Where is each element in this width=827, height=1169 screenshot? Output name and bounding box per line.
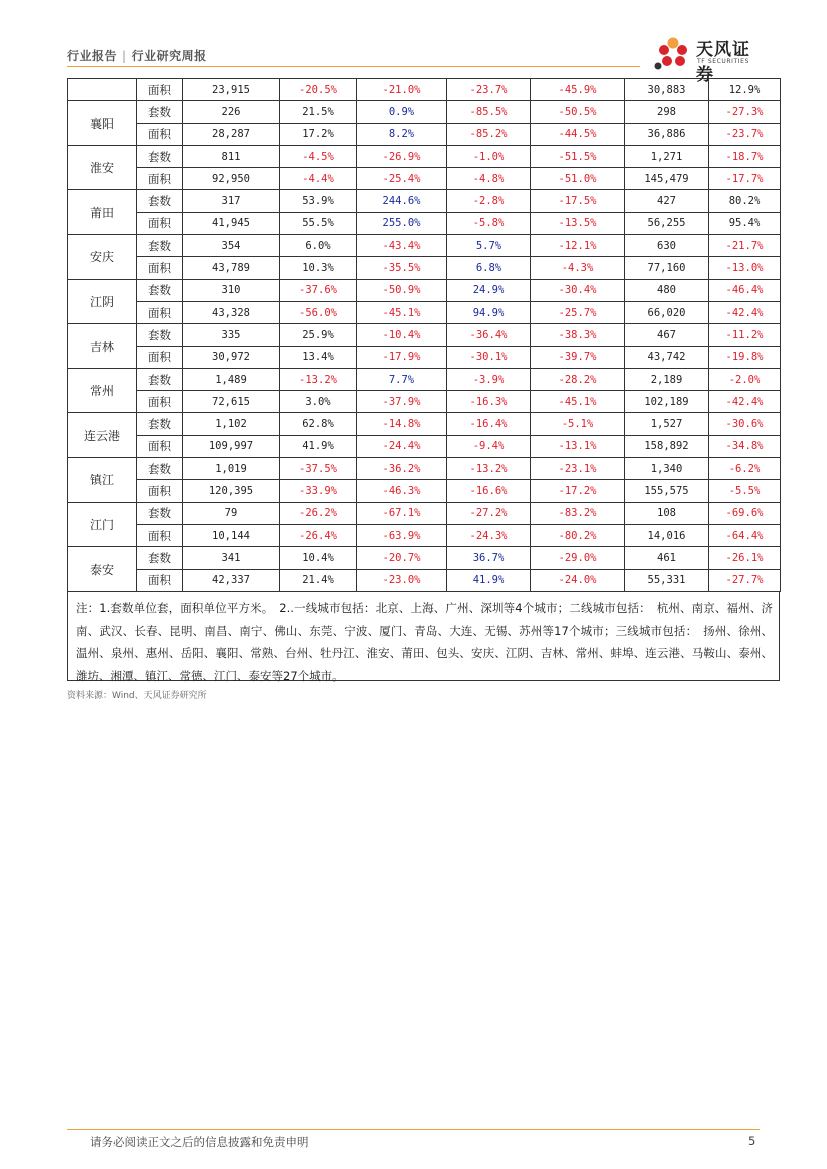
table-row [68,480,781,502]
value-cell: 158,892 [625,435,709,457]
value-cell: -35.5% [357,257,447,279]
value-cell: 43,328 [183,301,280,323]
value-cell: 12.9% [709,79,781,101]
value-cell: 94.9% [447,301,531,323]
metric-cell: 面积 [137,168,183,190]
table-row [68,123,781,145]
value-cell: -45.1% [357,301,447,323]
value-cell: 42,337 [183,569,280,591]
value-cell: -23.7% [709,123,781,145]
value-cell: -25.7% [531,301,625,323]
value-cell: -33.9% [280,480,357,502]
value-cell: 23,915 [183,79,280,101]
table-row [68,413,781,435]
value-cell: -27.7% [709,569,781,591]
table-row [68,212,781,234]
metric-cell: 套数 [137,235,183,257]
value-cell: -51.0% [531,168,625,190]
value-cell: -26.4% [280,524,357,546]
value-cell: 3.0% [280,391,357,413]
value-cell: 7.7% [357,368,447,390]
table-row [68,235,781,257]
value-cell: -26.2% [280,502,357,524]
value-cell: 43,742 [625,346,709,368]
metric-cell: 面积 [137,257,183,279]
value-cell: 25.9% [280,324,357,346]
metric-cell: 面积 [137,79,183,101]
value-cell: 55.5% [280,212,357,234]
value-cell: -19.8% [709,346,781,368]
value-cell: -28.2% [531,368,625,390]
value-cell: -36.4% [447,324,531,346]
value-cell: 1,340 [625,458,709,480]
table-row [68,502,781,524]
value-cell: 6.0% [280,235,357,257]
city-cell: 安庆 [68,235,137,280]
city-cell [68,79,137,101]
value-cell: 36.7% [447,547,531,569]
value-cell: 21.4% [280,569,357,591]
value-cell: -56.0% [280,301,357,323]
city-cell: 淮安 [68,145,137,190]
metric-cell: 套数 [137,458,183,480]
value-cell: -37.5% [280,458,357,480]
metric-cell: 套数 [137,101,183,123]
value-cell: -21.0% [357,79,447,101]
value-cell: -6.2% [709,458,781,480]
value-cell: 255.0% [357,212,447,234]
value-cell: -42.4% [709,301,781,323]
value-cell: -83.2% [531,502,625,524]
value-cell: 10,144 [183,524,280,546]
value-cell: 21.5% [280,101,357,123]
value-cell: -16.4% [447,413,531,435]
flower-logo-icon [652,30,694,72]
value-cell: -5.5% [709,480,781,502]
value-cell: -13.1% [531,435,625,457]
value-cell: -26.9% [357,145,447,167]
value-cell: -30.1% [447,346,531,368]
value-cell: 244.6% [357,190,447,212]
value-cell: -23.1% [531,458,625,480]
table-row [68,368,781,390]
value-cell: 461 [625,547,709,569]
value-cell: -24.4% [357,435,447,457]
table-row [68,79,781,101]
metric-cell: 面积 [137,435,183,457]
value-cell: -18.7% [709,145,781,167]
table-row [68,458,781,480]
value-cell: -1.0% [447,145,531,167]
value-cell: 53.9% [280,190,357,212]
value-cell: -13.0% [709,257,781,279]
value-cell: -4.3% [531,257,625,279]
value-cell: -46.4% [709,279,781,301]
value-cell: -37.6% [280,279,357,301]
value-cell: -51.5% [531,145,625,167]
table-row [68,145,781,167]
value-cell: 66,020 [625,301,709,323]
value-cell: -14.8% [357,413,447,435]
value-cell: 0.9% [357,101,447,123]
table-row [68,324,781,346]
value-cell: 811 [183,145,280,167]
value-cell: -2.0% [709,368,781,390]
value-cell: 1,102 [183,413,280,435]
city-cell: 常州 [68,368,137,413]
value-cell: 5.7% [447,235,531,257]
metric-cell: 套数 [137,368,183,390]
value-cell: 630 [625,235,709,257]
value-cell: -50.5% [531,101,625,123]
value-cell: 95.4% [709,212,781,234]
value-cell: -16.6% [447,480,531,502]
table-body [68,79,781,592]
value-cell: 120,395 [183,480,280,502]
value-cell: 480 [625,279,709,301]
value-cell: -26.1% [709,547,781,569]
logo-subtitle: TF SECURITIES [697,58,749,65]
table-row [68,101,781,123]
header-separator: | [122,49,127,63]
value-cell: 298 [625,101,709,123]
value-cell: 41.9% [447,569,531,591]
value-cell: 13.4% [280,346,357,368]
value-cell: -23.7% [447,79,531,101]
value-cell: -43.4% [357,235,447,257]
value-cell: 317 [183,190,280,212]
value-cell: -29.0% [531,547,625,569]
value-cell: -9.4% [447,435,531,457]
value-cell: -11.2% [709,324,781,346]
value-cell: -46.3% [357,480,447,502]
footer-rule [67,1129,760,1130]
header-rule [67,66,640,67]
value-cell: 43,789 [183,257,280,279]
value-cell: 30,883 [625,79,709,101]
table-notes: 注：1.套数单位套，面积单位平方米。 2..一线城市包括：北京、上海、广州、深圳等4个城市；二线城市包括： 杭州、南京、福州、济南、武汉、长春、昆明、南昌、南宁、佛山、东莞、宁波、厦门、青岛、大连、无锡、苏州等17个城市；三线城市包括： 扬州、徐州、温州、泉州、惠州、岳阳、襄阳、常熟、台州、牡丹江、淮安、莆田、包头、安庆、江阴、吉林、常州、蚌埠、连云港、马鞍山、泰州、潍坊、湘潭、镇江、常德、江门、泰安等27个城市。 [67,592,780,681]
value-cell: 1,489 [183,368,280,390]
value-cell: -64.4% [709,524,781,546]
value-cell: 310 [183,279,280,301]
value-cell: -4.5% [280,145,357,167]
value-cell: -10.4% [357,324,447,346]
value-cell: -2.8% [447,190,531,212]
value-cell: -30.4% [531,279,625,301]
metric-cell: 套数 [137,502,183,524]
metric-cell: 套数 [137,324,183,346]
value-cell: -13.2% [447,458,531,480]
value-cell: -45.1% [531,391,625,413]
value-cell: 79 [183,502,280,524]
page-number: 5 [748,1134,756,1148]
value-cell: 109,997 [183,435,280,457]
metric-cell: 套数 [137,547,183,569]
report-header [67,47,207,64]
value-cell: -24.0% [531,569,625,591]
value-cell: -27.2% [447,502,531,524]
value-cell: -5.1% [531,413,625,435]
table-row [68,279,781,301]
value-cell: 467 [625,324,709,346]
value-cell: 341 [183,547,280,569]
value-cell: 354 [183,235,280,257]
city-cell: 泰安 [68,547,137,592]
value-cell: -20.7% [357,547,447,569]
value-cell: 77,160 [625,257,709,279]
value-cell: -13.5% [531,212,625,234]
value-cell: -38.3% [531,324,625,346]
value-cell: 335 [183,324,280,346]
value-cell: -80.2% [531,524,625,546]
city-cell: 莆田 [68,190,137,235]
value-cell: 8.2% [357,123,447,145]
value-cell: -39.7% [531,346,625,368]
city-cell: 江阴 [68,279,137,324]
value-cell: 30,972 [183,346,280,368]
table-row [68,190,781,212]
value-cell: -27.3% [709,101,781,123]
table-row [68,168,781,190]
value-cell: 102,189 [625,391,709,413]
city-cell: 连云港 [68,413,137,458]
value-cell: -17.2% [531,480,625,502]
table-row [68,301,781,323]
value-cell: -50.9% [357,279,447,301]
value-cell: -42.4% [709,391,781,413]
metric-cell: 套数 [137,145,183,167]
value-cell: -25.4% [357,168,447,190]
value-cell: 55,331 [625,569,709,591]
value-cell: -17.9% [357,346,447,368]
value-cell: 17.2% [280,123,357,145]
data-source: 资料来源：Wind、天风证券研究所 [67,691,207,701]
value-cell: 155,575 [625,480,709,502]
table-row [68,346,781,368]
value-cell: -12.1% [531,235,625,257]
footer-disclaimer: 请务必阅读正文之后的信息披露和免责申明 [90,1135,309,1149]
value-cell: 80.2% [709,190,781,212]
metric-cell: 面积 [137,524,183,546]
value-cell: -36.2% [357,458,447,480]
value-cell: -16.3% [447,391,531,413]
table-row [68,547,781,569]
value-cell: 1,019 [183,458,280,480]
value-cell: -37.9% [357,391,447,413]
metric-cell: 套数 [137,190,183,212]
value-cell: -24.3% [447,524,531,546]
city-cell: 襄阳 [68,101,137,146]
value-cell: -63.9% [357,524,447,546]
value-cell: 2,189 [625,368,709,390]
value-cell: 72,615 [183,391,280,413]
value-cell: -85.2% [447,123,531,145]
value-cell: 226 [183,101,280,123]
value-cell: -20.5% [280,79,357,101]
report-subcategory: 行业研究周报 [131,49,207,63]
value-cell: -17.5% [531,190,625,212]
metric-cell: 套数 [137,413,183,435]
value-cell: 41,945 [183,212,280,234]
value-cell: -21.7% [709,235,781,257]
table-row [68,391,781,413]
value-cell: 108 [625,502,709,524]
value-cell: -13.2% [280,368,357,390]
company-logo [652,30,762,85]
value-cell: 56,255 [625,212,709,234]
value-cell: -85.5% [447,101,531,123]
value-cell: 1,527 [625,413,709,435]
value-cell: 1,271 [625,145,709,167]
city-cell: 吉林 [68,324,137,369]
value-cell: -45.9% [531,79,625,101]
logo-name: 天风证券 [696,40,750,85]
value-cell: -44.5% [531,123,625,145]
metric-cell: 面积 [137,346,183,368]
metric-cell: 面积 [137,212,183,234]
value-cell: -3.9% [447,368,531,390]
table-row [68,569,781,591]
housing-transactions-table [67,78,781,592]
value-cell: 145,479 [625,168,709,190]
value-cell: 41.9% [280,435,357,457]
city-cell: 镇江 [68,458,137,503]
value-cell: -4.4% [280,168,357,190]
value-cell: -67.1% [357,502,447,524]
value-cell: 10.3% [280,257,357,279]
table-row [68,435,781,457]
metric-cell: 面积 [137,391,183,413]
metric-cell: 面积 [137,123,183,145]
value-cell: 427 [625,190,709,212]
table-row [68,257,781,279]
report-category: 行业报告 [67,49,118,63]
city-cell: 江门 [68,502,137,547]
value-cell: 28,287 [183,123,280,145]
metric-cell: 面积 [137,480,183,502]
value-cell: 14,016 [625,524,709,546]
value-cell: 24.9% [447,279,531,301]
value-cell: -4.8% [447,168,531,190]
value-cell: -34.8% [709,435,781,457]
table-row [68,524,781,546]
value-cell: 10.4% [280,547,357,569]
value-cell: -30.6% [709,413,781,435]
value-cell: -69.6% [709,502,781,524]
value-cell: 36,886 [625,123,709,145]
value-cell: 62.8% [280,413,357,435]
metric-cell: 套数 [137,279,183,301]
value-cell: 6.8% [447,257,531,279]
value-cell: -23.0% [357,569,447,591]
value-cell: -5.8% [447,212,531,234]
value-cell: -17.7% [709,168,781,190]
value-cell: 92,950 [183,168,280,190]
metric-cell: 面积 [137,301,183,323]
metric-cell: 面积 [137,569,183,591]
